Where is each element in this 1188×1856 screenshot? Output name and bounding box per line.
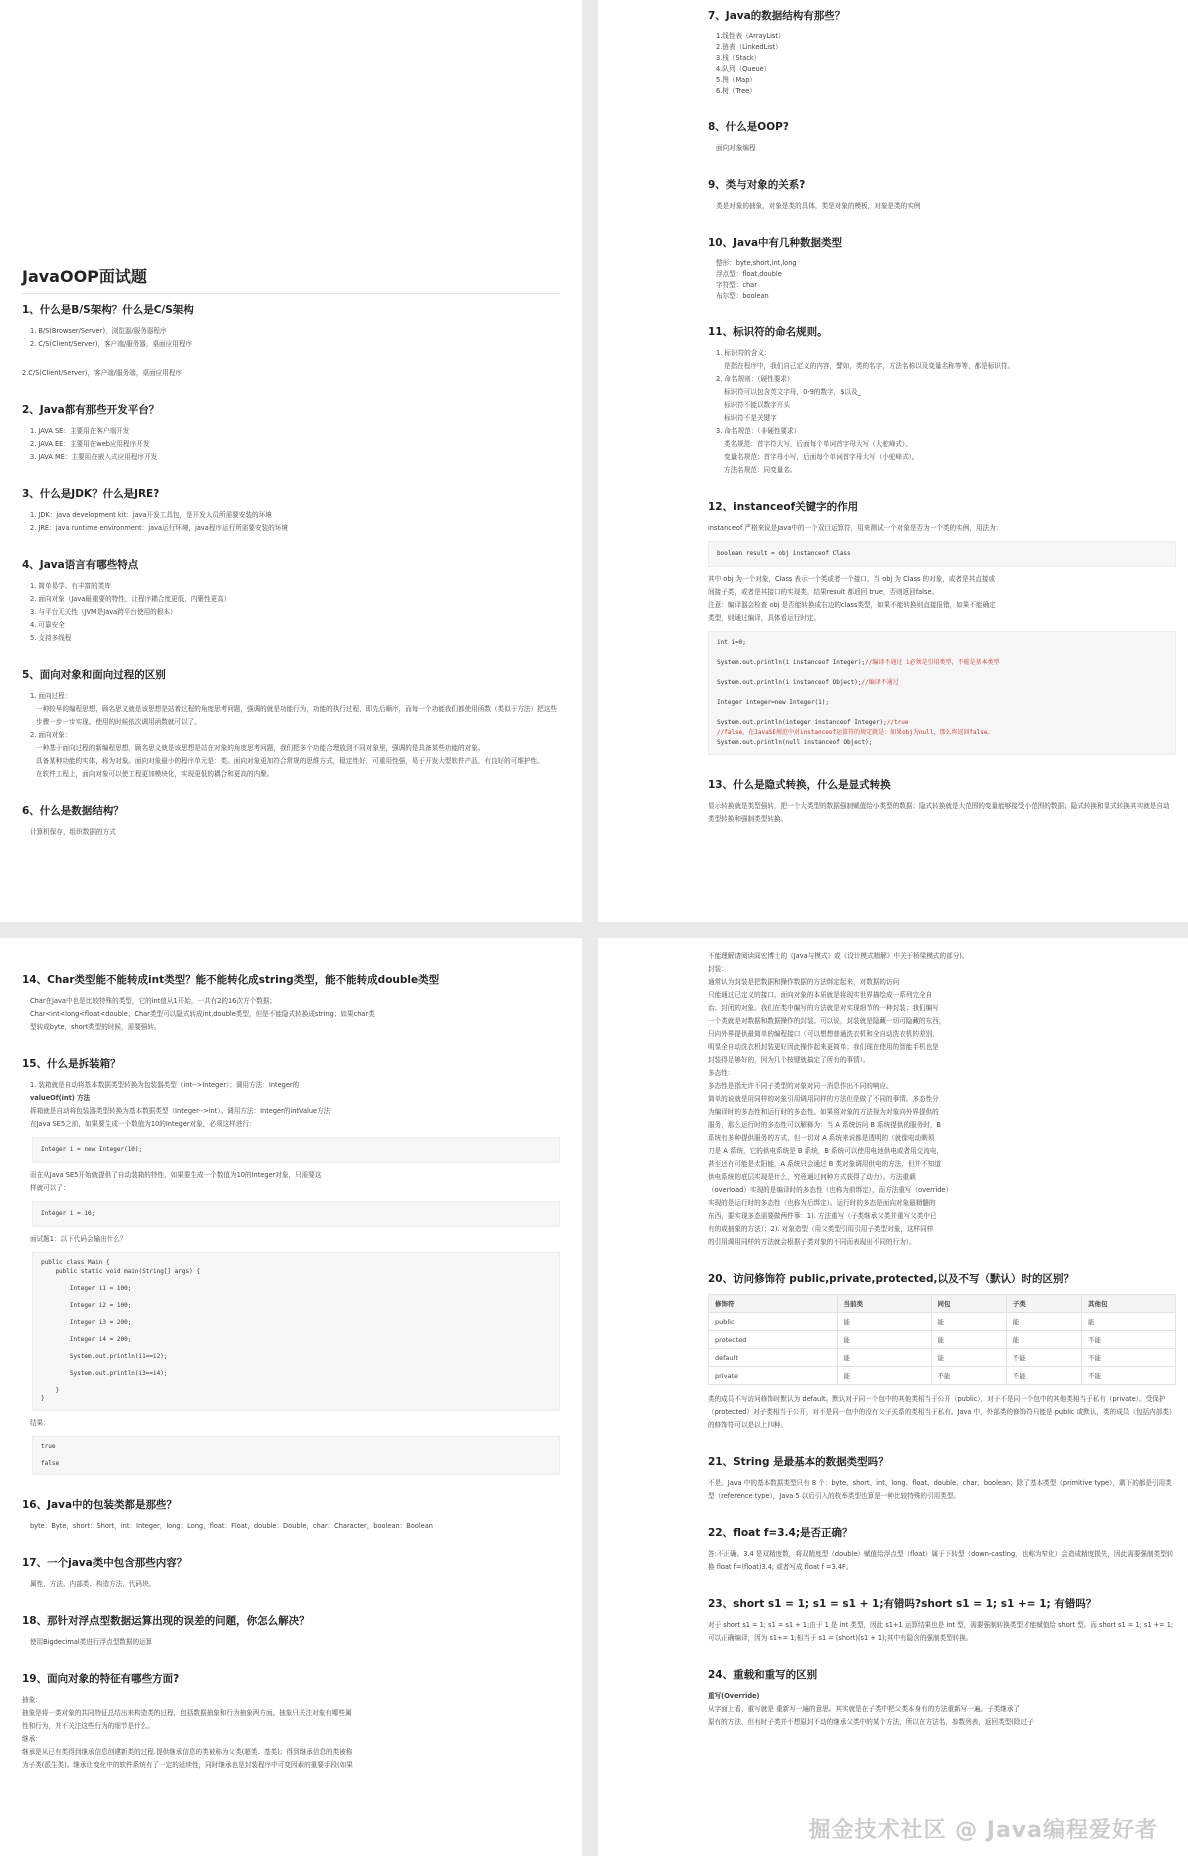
answer-line: 在软件工程上，面向对象可以使工程更加模块化，实现更低的耦合和更高的内聚。 [36,770,274,778]
answer-line: 类名规范：首字符大写，后面每个单词首字母大写（大驼峰式）。 [724,440,912,448]
answer-line: Char<int<long<float<double；Char类型可以隐式转成int,double类型，但是不能隐式转换成string；如果char类 [30,1010,375,1018]
answer-line: 不是。Java 中的基本数据类型只有 8 个：byte、short、int、long、float、double、char、boolean；除了基本类型（primitive type），剩下的都是引用类型（reference type），Java 5 以后引入的枚举类型也算是一种比较特殊的引用类型。 [708,1479,1172,1500]
answer-line: 为子类(派生类)。继承让变化中的软件系统有了一定的延续性，同时继承也是封装程序中可变因素的重要手段(如果 [22,1761,353,1769]
code-text: boolean result = obj instanceof Class [717,550,851,557]
question-title: 22、float f=3.4;是否正确？ [708,1527,853,1539]
answer-line: 1. 面向过程： [30,692,72,700]
table-cell: 不能 [1006,1367,1081,1385]
code-text: Integer integer=new Integer(1); [717,699,829,706]
code-text: int i=0; [717,639,746,646]
code-block [32,1201,560,1227]
document-page-1 [0,0,582,922]
question-title: 5、面向对象和面向过程的区别 [22,669,166,681]
answer-line: 3. 与平台无关性（JVM是Java跨平台使用的根本） [30,608,177,616]
watermark: 掘金技术社区 @ Java编程爱好者 [808,1818,1158,1843]
table-cell: 不能 [931,1367,1006,1385]
table-cell: 能 [1006,1331,1081,1349]
question-22 [708,1525,1176,1574]
question-title: 7、Java的数据结构有那些？ [708,10,846,22]
answer-line: 一个类就是对数据和数据操作的封装。可以说，封装就是隐藏一切可隐藏的东西， [708,1017,946,1025]
answer-line: 结果： [30,1418,50,1427]
column-header: 其他包 [1081,1295,1175,1313]
code-block [32,1436,560,1476]
answer-line: 5. 支持多线程 [30,634,72,642]
answer-line: 样就可以了： [30,1184,70,1192]
answer-line: 继承： [22,1735,42,1743]
answer-line: 而在从Java SE5开始就提供了自动装箱的特性，如果要生成一个数值为10的Integer对象，只需要这 [30,1171,322,1179]
answer-line: 类是对象的抽象，对象是类的具体，类是对象的模板，对象是类的实例 [716,202,921,210]
code-block [32,1137,560,1163]
code-text: public class Main { public static void main(String[] args) { Integer i1 = 100; Integer i2 = 100; Integer i3 = 200; Integer i4 = 200; System.out.println(i1==i2); System.out.println(i3==i4); } } [41,1259,200,1402]
answer-line: 简单的说就是用同样的对象引用调用同样的方法但是做了不同的事情。多态性分 [708,1095,939,1103]
answer-line: 拆箱就是自动将包装器类型转换为基本数据类型（Integer-->int）。调用方法：Integer的intValue方法 [30,1107,331,1115]
answer-line: 标识符不能以数字开头 [724,401,790,409]
document-page-2 [598,0,1188,922]
answer-line: 2. JRE：java runtime environment：java运行环境，java程序运行所需要安装的环境 [30,524,288,532]
table-cell: 能 [837,1367,931,1385]
question-19-continued [708,950,1176,1249]
column-header: 当前类 [837,1295,931,1313]
answer-line: 计算机保存，组织数据的方式 [30,828,116,836]
table-cell: 不能 [1081,1349,1175,1367]
table-cell: 能 [837,1313,931,1331]
question-9 [708,177,1176,213]
question-title: 21、String 是最基本的数据类型吗？ [708,1456,889,1468]
answer-line: 刀是 A 系统，它的供电系统是 B 系统，B 系统可以使用电池供电或者用交流电， [708,1147,944,1155]
answer-line: 4.队列（Queue） [716,65,771,73]
answer-line: 1. 标识符的含义： [716,349,771,357]
answer-line: 不能理解请阅读阎宏博士的《Java与模式》或《设计模式精解》中关于桥梁模式的部分)。 [708,952,969,960]
question-title: 11、标识符的命名规则。 [708,326,828,338]
answer-line: 2. 命名规则：（硬性要求） [716,375,794,383]
answer-line: byte：Byte，short：Short，int：Integer，long：Long，float：Float，double：Double，char：Character，boolean：Boolean [30,1522,433,1530]
code-text: System.out.println(i instanceof Object); [717,679,862,686]
answer-line: 系统有多种提供服务的方式，但一切对 A 系统来说都是透明的（就像电动剃须 [708,1134,935,1142]
table-cell: 能 [1006,1313,1081,1331]
answer-line: 只能通过已定义的接口。面向对象的本质就是将现实世界描绘成一系列完全自 [708,991,933,999]
answer-line: 多态性： [708,1069,735,1077]
question-17 [22,1555,560,1591]
answer-line: 封装得足够好的，因为几个按键就搞定了所有的事情）。 [708,1056,870,1064]
question-title: 6、什么是数据结构？ [22,805,124,817]
answer-line: 服务，那么运行时的多态性可以解释为：当 A 系统访问 B 系统提供的服务时，B [708,1121,941,1129]
answer-line: 1. 简单易学、有丰富的类库 [30,582,111,590]
table-cell: 能 [837,1349,931,1367]
answer-line: 的引用调用同样的方法就会根据子类对象的不同而表现出不同的行为）。 [708,1238,916,1246]
answer-line: 对于 short s1 = 1; s1 = s1 + 1;由于 1 是 int 类型，因此 s1+1 运算结果也是 int 型，需要强制转换类型才能赋值给 short 型。而 short s1 = 1; s1 += 1;可以正确编译，因为 s1+= 1;相当于 s1 = (short)(s1 + 1);其中有隐含的强制类型转换。 [708,1621,1174,1642]
column-header: 同包 [931,1295,1006,1313]
table-cell: public [709,1313,838,1331]
answer-line: 字符型：char [716,281,757,289]
question-title: 13、什么是隐式转换，什么是显式转换 [708,779,891,791]
code-comment: //true [886,719,909,726]
question-5 [22,667,560,781]
document-title: JavaOOP面试题 [22,264,560,294]
answer-line: valueOf(int) 方法 [30,1094,91,1102]
answer-line: 治、封闭的对象。我们在类中编写的方法就是对实现细节的一种封装；我们编写 [708,1004,939,1012]
answer-line: 抽象是将一类对象的共同特征总结出来构造类的过程，包括数据抽象和行为抽象两方面。抽象只关注对象有哪些属 [22,1709,352,1717]
answer-line: 封装： [708,965,728,973]
answer-line: 4. 可靠安全 [30,621,65,629]
answer-line: 原有的方法，但有时子类并不想原封不动的继承父类中的某个方法，所以在方法名，参数列表，返回类型(除过子 [708,1718,1034,1726]
question-title: 2、Java都有那些开发平台？ [22,404,160,416]
answer-line: 供电系统的底层实现是什么，究竟通过何种方式获得了动力）。方法重载 [708,1173,916,1181]
answer-line: 其中 obj 为一个对象，Class 表示一个类或者一个接口，当 obj 为 Class 的对象，或者是其直接或 [708,575,996,583]
question-title: 23、short s1 = 1; s1 = s1 + 1;有错吗?short s1 = 1; s1 += 1; 有错吗？ [708,1598,1097,1610]
code-text: Integer i = 10; [41,1210,96,1217]
answer-line: 通常认为封装是把数据和操作数据的方法绑定起来，对数据的访问 [708,978,900,986]
answer-line: 性和行为，并不关注这些行为的细节是什么。 [22,1722,154,1730]
answer-line: Char在java中也是比较特殊的类型，它的int值从1开始，一共有2的16次方个数据； [30,997,276,1005]
answer-line: 3. 命名规范：（非硬性要求） [716,427,801,435]
answer-line: 从字面上看，重写就是 重新写一遍的意思。其实就是在子类中把父类本身有的方法重新写一遍。子类继承了 [708,1705,1021,1713]
answer-line: 标识符可以包含英文字母，0-9的数字，$以及_ [724,388,861,396]
answer-line: 2. 面向对象（Java最重要的特性，让程序耦合度更低，内聚性更高） [30,595,231,603]
question-title: 19、面向对象的特征有哪些方面? [22,1673,180,1685]
question-21 [708,1454,1176,1503]
answer-line: 属性、方法、内部类、构造方法、代码块。 [30,1580,156,1588]
answer-line: 2. JAVA EE：主要用在web应用程序开发 [30,440,150,448]
question-1 [22,302,560,380]
question-8 [708,119,1176,155]
answer-line: 方法名规范：同变量名。 [724,466,797,474]
answer-line: 浮点型：float,double [716,270,782,278]
answer-line: 整形：byte,short,int,long [716,259,797,267]
answer-line: 1. JDK：java development kit：java开发工具包，是开发人员所需要安装的环境 [30,511,272,519]
question-title: 16、Java中的包装类都是那些？ [22,1499,178,1511]
question-title: 1、什么是B/S架构？什么是C/S架构 [22,304,194,316]
table-cell: 不能 [1006,1349,1081,1367]
question-title: 12、instanceof关键字的作用 [708,501,859,513]
answer-line: 显示转换就是类型强转，把一个大类型的数据强制赋值给小类型的数据；隐式转换就是大范围的变量能够接受小范围的数据；隐式转换和显式转换其实就是自动类型转换和强制类型转换。 [708,802,1170,823]
answer-line: （overload）实现的是编译时的多态性（也称为前绑定），而方法重写（override） [708,1186,953,1194]
table-cell: 能 [1081,1313,1175,1331]
question-20 [708,1271,1176,1432]
answer-line: 布尔型：boolean [716,292,769,300]
answer-line: 使用Bigdecimal类进行浮点型数据的运算 [30,1638,153,1646]
answer-line: 类型，则通过编译，具体看运行时定。 [708,614,821,622]
code-text: Integer i = new Integer(10); [41,1146,143,1153]
table-cell: 不能 [1081,1367,1175,1385]
code-block [708,541,1176,567]
question-3 [22,486,560,535]
answer-line: 继承是从已有类得到继承信息创建新类的过程.提供继承信息的类被称为父类(超类、基类)；得到继承信息的类被称 [22,1748,353,1756]
question-18 [22,1613,560,1649]
code-block [32,1252,560,1411]
question-title: 8、什么是OOP? [708,121,789,133]
document-page-4 [598,938,1188,1856]
answer-line: 面试题1：以下代码会输出什么？ [30,1235,127,1243]
answer-line: 东西，要实现多态需要做两件事：1). 方法重写（子类继承父类并重写父类中已 [708,1212,937,1220]
question-title: 3、什么是JDK？什么是JRE? [22,488,160,500]
question-10 [708,235,1176,302]
question-2 [22,402,560,464]
answer-line: 6.树（Tree） [716,87,756,95]
answer-line: 在Java SE5之前，如果要生成一个数值为10的Integer对象，必须这样进行： [30,1120,256,1128]
answer-line: 2. 面向对象： [30,731,72,739]
question-13 [708,777,1176,826]
answer-line: instanceof 严格来说是Java中的一个双目运算符，用来测试一个对象是否为一个类的实例，用法为： [708,524,1003,532]
table-cell: default [709,1349,838,1367]
answer-line: 多态性是指允许不同子类型的对象对同一消息作出不同的响应。 [708,1082,893,1090]
code-text: true false [41,1442,60,1467]
table-row [709,1367,1176,1385]
table-cell: 能 [931,1349,1006,1367]
table-cell: 能 [931,1331,1006,1349]
column-header: 修饰符 [709,1295,838,1313]
answer-line: 为编译时的多态性和运行时的多态性。如果将对象的方法视为对象向外界提供的 [708,1108,939,1116]
table-row [709,1331,1176,1349]
answer-line: 变量名规范：首字母小写，后面每个单词首字母大写（小驼峰式）。 [724,453,919,461]
question-4 [22,557,560,645]
question-title: 18、那针对浮点型数据运算出现的误差的问题，你怎么解决？ [22,1615,310,1627]
question-title: 4、Java语言有哪些特点 [22,559,139,571]
table-cell: 能 [837,1331,931,1349]
column-header: 子类 [1006,1295,1081,1313]
answer-line: 明显全自动洗衣机封装更好因此操作起来更简单；我们现在使用的智能手机也是 [708,1043,939,1051]
question-19 [22,1671,560,1772]
answer-line: 5.图（Map） [716,76,756,84]
question-24 [708,1667,1176,1729]
answer-line: 只向外界提供最简单的编程接口（可以想想普通洗衣机和全自动洗衣机的差别， [708,1030,939,1038]
answer-line: 标识符不是关键字 [724,414,777,422]
access-modifier-table [708,1294,1176,1385]
question-title: 14、Char类型能不能转成int类型？能不能转化成string类型，能不能转成double类型 [22,974,440,986]
answer-line: 一种基于面向过程的新编程思想，顾名思义就是该思想是站在对象的角度思考问题，我们把多个功能合理放到不同对象里，强调的是具备某些功能的对象。 [36,744,485,752]
answer-line: 实现的是运行时的多态性（也称为后绑定）。运行时的多态是面向对象最精髓的 [708,1199,936,1207]
code-comment: //编译不通过 [861,679,899,686]
code-text: System.out.println(integer instanceof Integer); [717,719,887,726]
answer-line: 1. B/S(Browser/Server)，浏览器/服务器程序 [30,327,167,335]
code-comment: //编译不通过 i必须是引用类型，不能是基本类型 [865,659,1000,666]
question-11 [708,324,1176,477]
table-cell: private [709,1367,838,1385]
code-comment: //false，在JavaSE规范中对instanceof运算符的规定就是：如果obj为null，那么将返回false。 [717,729,994,736]
answer-line: 面向对象编程 [716,144,756,152]
answer-line: 间接子类，或者是其接口的实现类，结果result 都返回 true，否则返回false。 [708,588,939,596]
answer-line: 1. 装箱就是自动将基本数据类型转换为包装器类型（int-->Integer）；调用方法：Integer的 [30,1081,300,1089]
question-6 [22,803,560,839]
question-title: 10、Java中有几种数据类型 [708,237,843,249]
answer-line: 2. C/S(Client/Server)，客户端/服务器，桌面应用程序 [30,340,193,348]
table-cell: 不能 [1081,1331,1175,1349]
question-title: 15、什么是拆装箱？ [22,1058,121,1070]
question-7 [708,8,1176,97]
answer-line: 具备某种功能的实体，称为对象。面向对象最小的程序单元是：类。面向对象更加符合常规的思维方式，稳定性好，可重用性强，易于开发大型软件产品，有良好的可维护性。 [36,757,544,765]
question-16 [22,1497,560,1533]
answer-line: 2.C/S(Client/Server)，客户端/服务端，桌面应用程序 [22,369,182,377]
answer-line: 重写(Override) [708,1692,760,1700]
answer-line: 2.链表（LinkedList） [716,43,782,51]
question-12 [708,499,1176,755]
answer-line: 有的或抽象的方法）；2). 对象造型（用父类型引用引用子类型对象，这样同样 [708,1225,934,1233]
table-cell: 能 [931,1313,1006,1331]
table-row [709,1349,1176,1367]
answer-line: 1.线性表（ArrayList） [716,32,785,40]
answer-line: 注意：编译器会检查 obj 是否能转换成右边的class类型，如果不能转换则直接报错，如果不能确定 [708,601,996,609]
answer-line: 类的成员不写访问修饰时默认为 default。默认对于同一个包中的其他类相当于公开（public），对于不是同一个包中的其他类相当于私有（private）。受保护（protected）对子类相当于公开，对不是同一包中的没有父子关系的类相当于私有。Java 中，外部类的修饰符只能是 public 或默认，类的成员（包括内部类）的修饰符可以是以上四种。 [708,1395,1176,1429]
question-23 [708,1596,1176,1645]
answer-line: 一种较早的编程思想，顾名思义就是该思想是站着过程的角度思考问题，强调的就是功能行为，功能的执行过程，即先后顺序，而每一个功能我们都使用函数（类似于方法）把这些步骤一步一步实现。使用的时候依次调用函数就可以了。 [36,705,557,726]
answer-line: 1. JAVA SE：主要用在客户端开发 [30,427,130,435]
question-14 [22,972,560,1034]
answer-line: 3.栈（Stack） [716,54,761,62]
question-title: 9、类与对象的关系? [708,179,806,191]
code-text: System.out.println(null instanceof Object); [717,739,873,746]
answer-line: 答:不正确。3.4 是双精度数，将双精度型（double）赋值给浮点型（float）属于下转型（down-casting，也称为窄化）会造成精度损失，因此需要强制类型转换 float f=(float)3.4; 或者写成 float f =3.4F。 [708,1550,1174,1571]
table-row [709,1313,1176,1331]
document-page-3 [0,938,582,1856]
question-15 [22,1056,560,1475]
answer-line: 3. JAVA ME：主要用在嵌入式应用程序开发 [30,453,158,461]
question-title: 17、一个java类中包含那些内容？ [22,1557,188,1569]
answer-line: 抽象： [22,1696,42,1704]
question-title: 24、重载和重写的区别 [708,1669,818,1681]
answer-line: 甚至还有可能是太阳能，A 系统只会通过 B 类对象调用供电的方法，但并不知道 [708,1160,941,1168]
answer-line: 是指在程序中，我们自己定义的内容，譬如，类的名字，方法名称以及变量名称等等，都是标识符。 [724,362,1015,370]
table-cell: protected [709,1331,838,1349]
code-block [708,631,1176,755]
answer-line: 型转成byte，short类型的时候，需要强转。 [30,1023,161,1031]
question-title: 20、访问修饰符 public,private,protected,以及不写（默认）时的区别？ [708,1273,1074,1285]
code-text: System.out.println(i instanceof Integer); [717,659,866,666]
table-header-row [709,1295,1176,1313]
